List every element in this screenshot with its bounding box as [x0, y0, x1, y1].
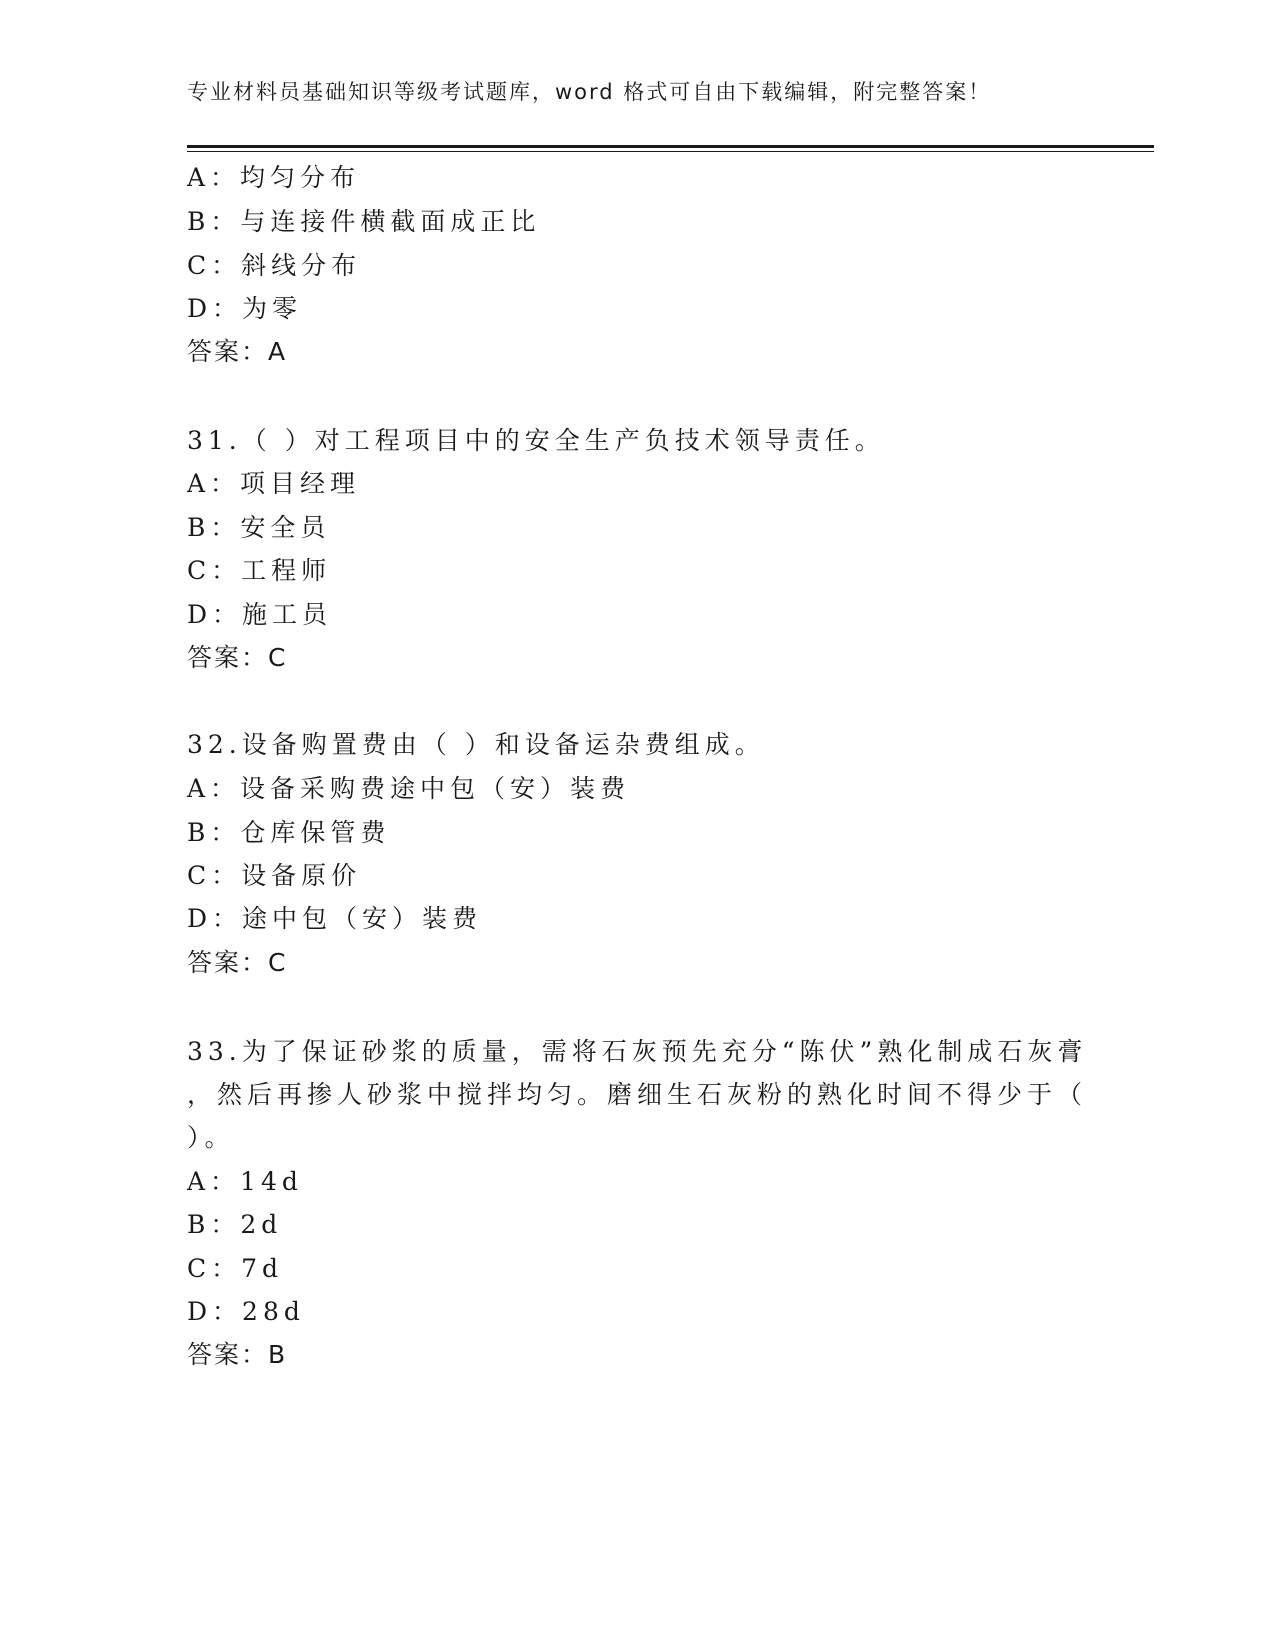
q33-option-a: A：14d — [187, 1167, 303, 1196]
q30-answer: 答案：A — [187, 337, 288, 366]
q32-option-c: C：设备原价 — [187, 861, 362, 890]
q32-option-d: D：途中包（安）装费 — [187, 904, 483, 933]
q33-answer: 答案：B — [187, 1340, 288, 1369]
q32-option-b: B：仓库保管费 — [187, 818, 391, 847]
q31-answer: 答案：C — [187, 643, 288, 672]
header-rule-thin — [187, 151, 1154, 152]
q33-stem-line-3: ）。 — [187, 1123, 235, 1152]
q32-option-a: A：设备采购费途中包（安）装费 — [187, 774, 631, 803]
q33-stem-line-1: 33.为了保证砂浆的质量，需将石灰预先充分“陈伏”熟化制成石灰膏 — [187, 1037, 1088, 1066]
document-header: 专业材料员基础知识等级考试题库，word 格式可自由下载编辑，附完整答案！ — [187, 80, 992, 104]
q33-option-d: D：28d — [187, 1297, 305, 1326]
q30-option-c: C：斜线分布 — [187, 251, 362, 280]
q30-option-b: B：与连接件横截面成正比 — [187, 207, 541, 236]
q33-option-c: C：7d — [187, 1254, 284, 1283]
q30-option-d: D：为零 — [187, 294, 303, 323]
q32-stem: 32.设备购置费由（ ）和设备运杂费组成。 — [187, 730, 765, 759]
q33-stem-line-2: ，然后再掺人砂浆中搅拌均匀。磨细生石灰粉的熟化时间不得少于（ — [187, 1080, 1088, 1109]
header-rule-thick — [187, 145, 1154, 148]
q31-option-c: C：工程师 — [187, 556, 332, 585]
q32-answer: 答案：C — [187, 948, 288, 977]
q33-option-b: B：2d — [187, 1210, 283, 1239]
q30-option-a: A：均匀分布 — [187, 163, 361, 192]
q31-option-d: D：施工员 — [187, 600, 333, 629]
q31-option-b: B：安全员 — [187, 513, 331, 542]
q31-option-a: A：项目经理 — [187, 469, 361, 498]
q31-stem: 31.（ ）对工程项目中的安全生产负技术领导责任。 — [187, 426, 885, 455]
